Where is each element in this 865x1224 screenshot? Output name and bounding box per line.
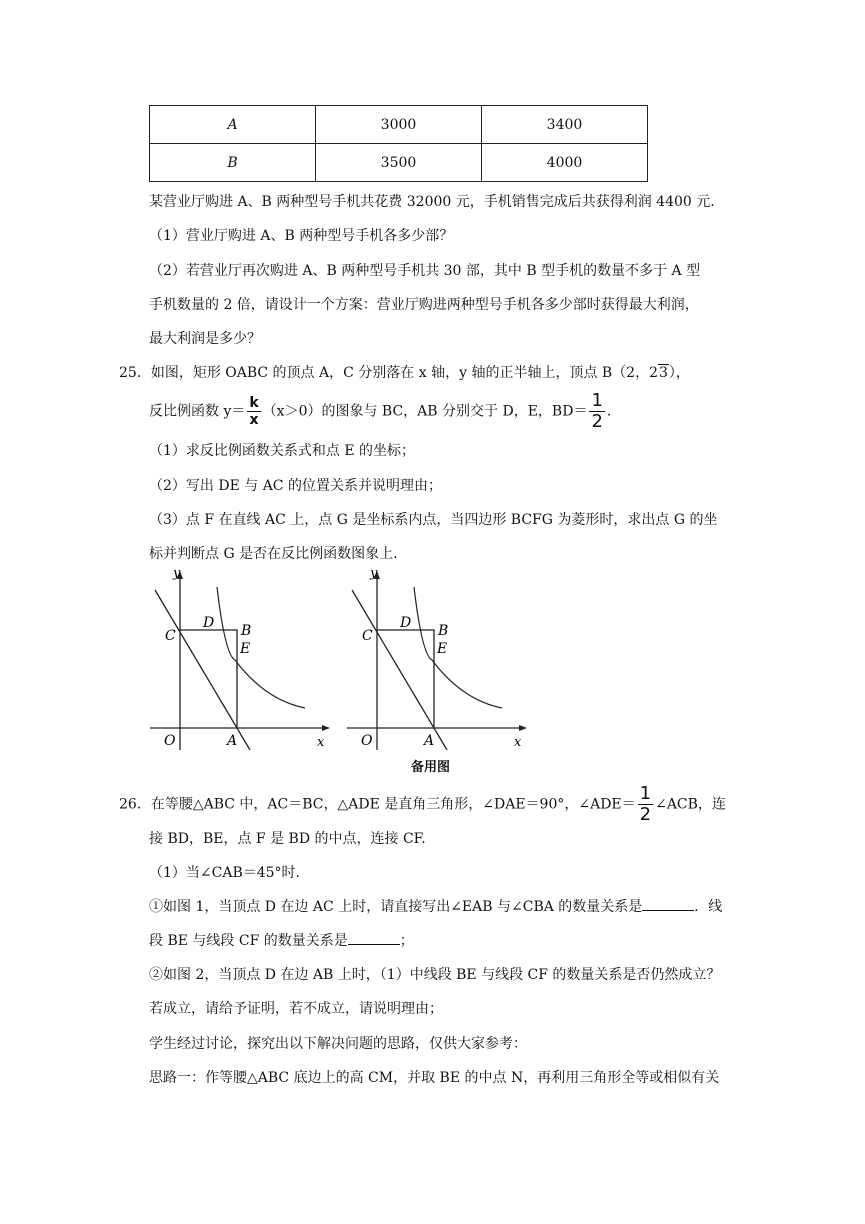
- q26-case1-text-end: ．线: [694, 899, 723, 915]
- hyperbola-curve: [217, 587, 305, 708]
- fraction-numerator: 1: [639, 783, 652, 804]
- label-y: y: [370, 566, 378, 581]
- q26-discussion: 学生经过讨论，探究出以下解决问题的思路，仅供大家参考：: [149, 1036, 527, 1052]
- table-cell-cost: 3500: [316, 144, 482, 182]
- label-c: C: [362, 628, 373, 644]
- fraction-denominator: x: [249, 412, 259, 428]
- q24-part2-line3: 最大利润是多少？: [149, 331, 261, 347]
- label-y: y: [173, 566, 181, 581]
- table-row: [150, 144, 648, 182]
- q26-idea1: 思路一：作等腰△ABC 底边上的高 CM，并取 BE 的中点 N，再利用三角形全等或相似有关: [149, 1070, 720, 1086]
- x-axis-arrow: [322, 725, 330, 731]
- label-b: B: [438, 623, 449, 639]
- fraction-one-half: [638, 785, 653, 824]
- backup-figure-caption: 备用图: [411, 760, 451, 775]
- sqrt-radicand: 3: [659, 365, 668, 381]
- q25-part1: （1）求反比例函数关系式和点 E 的坐标；: [149, 443, 416, 459]
- label-o: O: [361, 733, 373, 749]
- q25-part3-line2: 标并判断点 G 是否在反比例函数图象上.: [149, 546, 398, 562]
- q26-stem-text: 26．在等腰△ABC 中，AC＝BC，△ADE 是直角三角形，∠DAE＝90°，∠ADE＝: [119, 796, 636, 813]
- q25-stem-line1: [119, 362, 690, 382]
- q25-stem-line2: [149, 392, 611, 431]
- fraction-denominator: 2: [639, 804, 652, 825]
- q25-func-suffix: （x＞0）的图象与 BC，AB 分别交于 D，E，BD＝: [262, 403, 588, 420]
- q25-part2: （2）写出 DE 与 AC 的位置关系并说明理由；: [149, 478, 442, 494]
- q25-figure: [145, 565, 340, 750]
- q25-stem-text-end: ），: [668, 365, 690, 381]
- table-cell-price: 4000: [482, 144, 648, 182]
- label-x: x: [317, 735, 325, 750]
- x-axis-arrow: [519, 725, 527, 731]
- q26-case2-line2: 若成立，请给予证明，若不成立，请说明理由；: [149, 1001, 443, 1017]
- table-cell-cost: 3000: [316, 106, 482, 144]
- table-row: [150, 106, 648, 144]
- q24-part2-line1: （2）若营业厅再次购进 A、B 两种型号手机共 30 部，其中 B 型手机的数量不多于 A 型: [149, 263, 701, 279]
- fraction-one-half: [589, 392, 604, 431]
- label-e: E: [240, 641, 251, 657]
- q24-part2-line2: 手机数量的 2 倍，请设计一个方案：营业厅购进两种型号手机各多少部时获得最大利润，: [149, 297, 699, 313]
- q26-stem-line2: 接 BD，BE，点 F 是 BD 的中点，连接 CF.: [149, 831, 426, 847]
- q26-case2-line1: ②如图 2，当顶点 D 在边 AB 上时，（1）中线段 BE 与线段 CF 的数量关系是否仍然成立？: [149, 967, 721, 983]
- line-ac: [352, 590, 447, 750]
- fraction-numerator: k: [249, 395, 259, 411]
- q26-case1-text: ①如图 1，当顶点 D 在边 AC 上时，请直接写出∠EAB 与∠CBA 的数量关系是: [149, 899, 643, 915]
- phone-price-table: [149, 105, 648, 182]
- table-cell-model: A: [150, 106, 316, 144]
- label-o: O: [164, 733, 176, 749]
- label-e: E: [437, 641, 448, 657]
- q25-func-prefix: 反比例函数 y＝: [149, 403, 246, 420]
- q25-period: .: [606, 403, 612, 420]
- q26-case1-line2: [149, 930, 414, 950]
- answer-blank[interactable]: [642, 896, 694, 911]
- q26-case1-text2-end: ；: [399, 933, 414, 949]
- label-a: A: [227, 733, 238, 749]
- q26-part1: （1）当∠CAB＝45°时.: [149, 865, 301, 881]
- label-b: B: [241, 623, 252, 639]
- fraction-denominator: 2: [591, 411, 603, 432]
- q26-stem-line1: [119, 785, 726, 824]
- label-x: x: [514, 735, 522, 750]
- q24-stem: 某营业厅购进 A、B 两种型号手机共花费 32000 元，手机销售完成后共获得利润 4400 元.: [149, 194, 715, 210]
- q26-stem-text-end: ∠ACB，连: [655, 796, 726, 813]
- label-a: A: [424, 733, 435, 749]
- q26-case1-line1: [149, 896, 722, 916]
- label-d: D: [400, 615, 412, 631]
- label-c: C: [165, 628, 176, 644]
- fraction-k-over-x: [247, 396, 260, 427]
- hyperbola-curve: [414, 587, 502, 708]
- table-cell-price: 3400: [482, 106, 648, 144]
- q25-part3-line1: （3）点 F 在直线 AC 上，点 G 是坐标系内点，当四边形 BCFG 为菱形时，求出点 G 的坐: [149, 512, 718, 528]
- table-cell-model: B: [150, 144, 316, 182]
- label-d: D: [203, 615, 215, 631]
- line-ac: [155, 590, 250, 750]
- q26-case1-text2: 段 BE 与线段 CF 的数量关系是: [149, 933, 348, 949]
- q25-backup-figure: [342, 565, 537, 750]
- fraction-numerator: 1: [591, 390, 603, 411]
- q24-part1: （1）营业厅购进 A、B 两种型号手机各多少部？: [149, 228, 454, 244]
- q25-stem-text: 25．如图，矩形 OABC 的顶点 A，C 分别落在 x 轴，y 轴的正半轴上，顶点 B（2，2: [119, 365, 658, 381]
- answer-blank[interactable]: [348, 930, 400, 945]
